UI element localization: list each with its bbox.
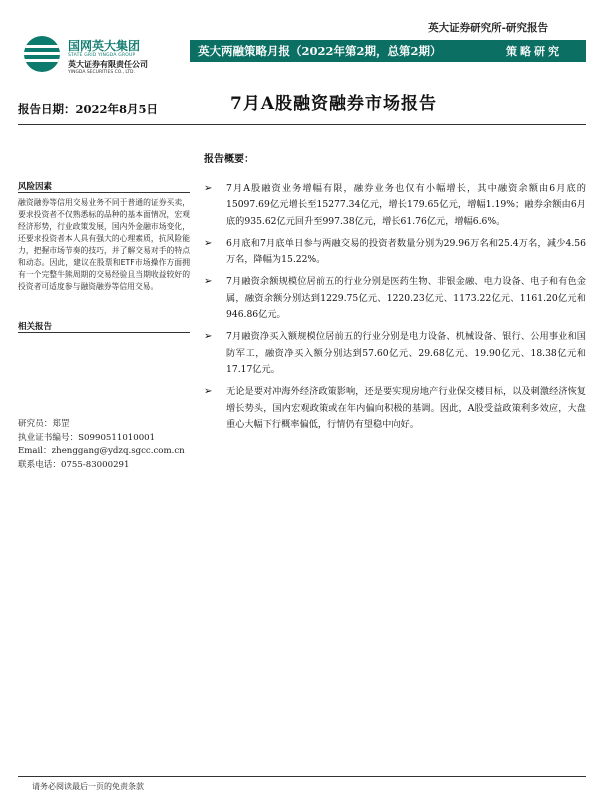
list-item: ➢ 7月A股融资业务增幅有限，融券业务也仅有小幅增长，其中融资余额由6月底的15097.69亿元增长至15277.34亿元，增长179.65亿元，增幅1.19%；融券余额由6月底的935.62亿元回升至997.38亿元，增长61.76亿元，增幅6.6%。 bbox=[204, 183, 586, 227]
report-date: 报告日期：2022年8月5日 bbox=[18, 102, 159, 116]
arrow-bullet-icon: ➢ bbox=[204, 183, 213, 194]
analyst-license: 执业证书编号：S0990511010001 bbox=[18, 432, 156, 443]
list-item: ➢ 6月底和7月底单日参与两融交易的投资者数量分别为29.96万名和25.4万名，减少4.56万名，降幅为15.22%。 bbox=[204, 237, 586, 266]
report-banner bbox=[190, 40, 586, 62]
related-reports-heading: 相关报告 bbox=[18, 322, 53, 332]
list-item: ➢ 7月融资余额规模位居前五的行业分别是医药生物、非银金融、电力设备、电子和有色金属，融资余额分别达到1229.75亿元、1220.23亿元、1173.22亿元、1161.20亿元和946.86亿元。 bbox=[204, 276, 586, 321]
analyst-contact bbox=[18, 418, 185, 472]
arrow-bullet-icon: ➢ bbox=[204, 237, 213, 249]
footer-disclaimer: 请务必阅读最后一页的免责条款 bbox=[32, 782, 144, 791]
logo-name-cn: 国网英大集团 bbox=[68, 39, 141, 53]
summary-heading: 报告概要： bbox=[204, 154, 254, 165]
banner-tag: 策略研究 bbox=[506, 45, 562, 58]
logo-globe-icon bbox=[24, 36, 60, 72]
arrow-bullet-icon: ➢ bbox=[204, 276, 213, 288]
analyst-email[interactable]: Email：zhenggang@ydzq.sgcc.com.cn bbox=[18, 446, 185, 456]
arrow-bullet-icon: ➢ bbox=[204, 331, 213, 343]
divider bbox=[18, 332, 190, 333]
list-item: ➢ 无论是要对冲海外经济政策影响，还是要实现房地产行业保交楼目标，以及刺激经济恢复增长势头，国内宏观政策或在年内偏向积极的基调。因此，A股受益政策利多效应，大盘重心大幅下行概率偏低，行情仍有望稳中向好。 bbox=[204, 386, 586, 430]
logo-sub-cn: 英大证券有限责任公司 bbox=[68, 60, 148, 69]
company-logo bbox=[24, 34, 174, 80]
divider bbox=[18, 192, 190, 193]
risk-text: 融资融券等信用交易业务不同于普通的证券买卖，要求投资者不仅熟悉标的品种的基本面情况，宏观经济形势，行业政策发展，国内外金融市场变化，还要求投资者本人具有强大的心理素质，抗风险能力，把握市场节奏的技巧，并了解交易对手的特点和动态。因此，建议在股票和ETF市场操作方面拥有一个完整牛熊周期的交易经验且当期收益较好的投资者可适度参与融资融券等信用交易。 bbox=[18, 198, 190, 291]
divider bbox=[18, 124, 586, 125]
logo-sub-en: YINGDA SECURITIES CO., LTD. bbox=[68, 70, 135, 75]
analyst-name: 研究员：郑罡 bbox=[18, 419, 70, 429]
logo-name-en: STATE GRID YINGDA GROUP bbox=[68, 53, 136, 58]
risk-heading: 风险因素 bbox=[18, 182, 53, 192]
arrow-bullet-icon: ➢ bbox=[204, 386, 213, 398]
banner-title: 英大两融策略月报（2022年第2期，总第2期） bbox=[198, 44, 442, 58]
page-title: 7月A股融资融券市场报告 bbox=[230, 94, 438, 114]
list-item: ➢ 7月融资净买入额规模位居前五的行业分别是电力设备、机械设备、银行、公用事业和国防军工，融资净买入额分别达到57.60亿元、29.68亿元、19.90亿元、18.38亿元和17.17亿元。 bbox=[204, 331, 586, 375]
report-institute-label: 英大证券研究所-研究报告 bbox=[428, 22, 548, 34]
footer-divider bbox=[18, 776, 586, 777]
analyst-phone: 联系电话：0755-83000291 bbox=[18, 459, 130, 470]
summary-bullets bbox=[204, 181, 586, 439]
